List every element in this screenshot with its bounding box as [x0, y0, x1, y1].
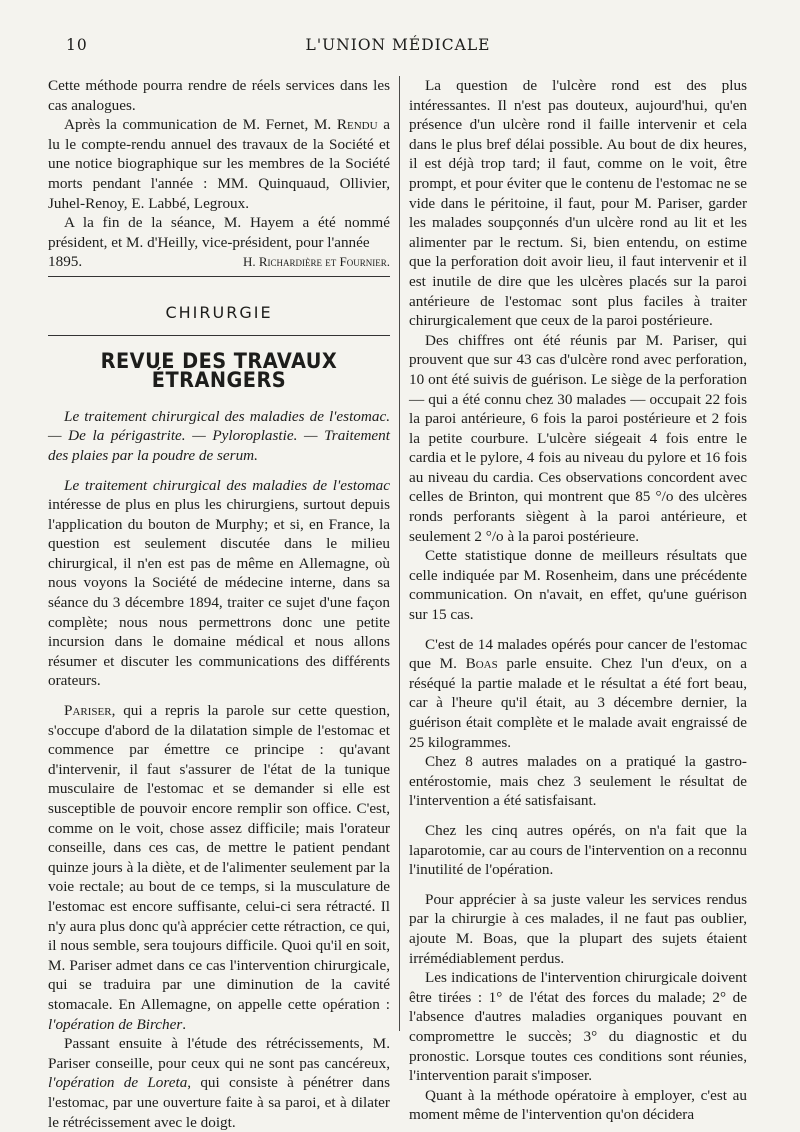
- section-heading: CHIRURGIE: [165, 302, 273, 322]
- paragraph: Chez les cinq autres opérés, on n'a fait que la laparotomie, car au cours de l'intervention on a reconnu l'inutilité de l'opération.: [409, 821, 747, 879]
- year: 1895.: [48, 253, 83, 271]
- paragraph: A la fin de la séance, M. Hayem a été nommé président, et M. d'Heilly, vice-président, pour l'année: [48, 214, 390, 251]
- page-number: 10: [66, 36, 88, 54]
- paragraph: Cette méthode pourra rendre de réels services dans les cas analogues.: [48, 77, 390, 114]
- journal-title: L'UNION MÉDICALE: [305, 36, 491, 54]
- running-header: [48, 36, 748, 58]
- signature: H. Richardière et Fournier.: [242, 254, 390, 270]
- author-name: Rendu: [336, 116, 378, 134]
- paragraph: Pariser, qui a repris la parole sur cette question, s'occupe d'abord de la dilatation simple de l'estomac et commence par émettre ce principe : qu'avant d'intervenir, il faut s'assurer de l'état de la tunique musculaire de l'estomac et se demander si elle est susceptible de pouvoir encore remplir son office. C'est, comme on le voit, chose assez difficile; mais l'orateur conseille, dans ces cas, de mettre le patient pendant quinze jours à la diète, et de l'alimenter seulement par la voie rectale; au bout de ce temps, si la musculature de l'estomac est encore suffisante, celui-ci sera rétracté. Il n'y aura plus donc qu'à apprécier cette rétraction, ce qui, il nous semble, sera toujours difficile. Quoi qu'il en soit, M. Pariser admet dans ce cas l'intervention chirurgicale, qui se traduira par une diminution de la cavité stomacale. En Allemagne, on appelle cette opération : l'opération de Bircher.: [48, 702, 390, 1033]
- right-column: [409, 76, 747, 1125]
- paragraph: Chez 8 autres malades on a pratiqué la gastro-entérostomie, mais chez 3 seulement le résultat de l'intervention a été satisfaisant.: [409, 753, 747, 810]
- paragraph: Le traitement chirurgical des maladies de l'estomac intéresse de plus en plus les chirurgiens, surtout depuis l'application du bouton de Murphy; et si, en France, la question est seulement discutée dans le milieu chirurgical, il n'en est pas de même en Allemagne, où nous voyons la Société de médecine interne, dans sa séance du 3 décembre 1894, traiter ce sujet d'une façon complète; nous nous permettrons donc une petite incursion dans le domaine médical et nous allons résumer et discuter les communications des différents orateurs.: [48, 476, 390, 690]
- article-title: REVUE DES TRAVAUX ÉTRANGERS: [100, 348, 338, 393]
- divider: [48, 335, 390, 336]
- article-subheading: Le traitement chirurgical des maladies de l'estomac. — De la périgastrite. — Pyloroplastie. — Traitement des plaies par la poudre de serum.: [48, 407, 390, 464]
- paragraph: Après la communication de M. Fernet, M. Rendu a lu le compte-rendu annuel des travaux de la Société et une notice biographique sur les membres de la Société morts pendant l'année : MM. Quinquaud, Ollivier, Juhel-Renoy, E. Labbé, Legroux.: [48, 116, 390, 212]
- paragraph: Quant à la méthode opératoire à employer, c'est au moment même de l'intervention qu'on décidera: [409, 1086, 747, 1124]
- paragraph: Les indications de l'intervention chirurgicale doivent être tirées : 1° de l'état des forces du malade; 2° de l'absence d'autres maladies organiques pouvant en compromettre le succès; 3° du diagnostic et du pronostic. Lorsque toutes ces conditions sont réunies, l'intervention parait s'imposer.: [409, 969, 747, 1085]
- paragraph: Passant ensuite à l'étude des rétrécissements, M. Pariser conseille, pour ceux qui ne sont pas cancéreux, l'opération de Loreta, qui consiste à pénétrer dans l'estomac, par une ouverture faite à sa paroi, et à dilater le rétrécissement avec le doigt.: [48, 1035, 390, 1131]
- paragraph: C'est de 14 malades opérés pour cancer de l'estomac que M. Boas parle ensuite. Chez l'un d'eux, on a réséqué la partie malade et le résultat a été fort beau, car à l'heure qu'il était, au 3 décembre dernier, la guérison était complète et le malade avait engraissé de 25 kilogrammes.: [409, 635, 747, 751]
- paragraph: Cette statistique donne de meilleurs résultats que celle indiquée par M. Rosenheim, dans une précédente communication. On n'avait, en effet, qu'une guérison sur 15 cas.: [409, 547, 747, 624]
- paragraph: La question de l'ulcère rond est des plus intéressantes. Il n'est pas douteux, aujourd'hui, qu'en présence d'un ulcère rond il faille intervenir et cela dans le plus bref délai possible. Au bout de dix heures, il est déjà trop tard; il faut, comme on le voit, être prompt, et pour éviter que le contenu de l'estomac ne se vide dans le péritoine, il faut, pour M. Pariser, garder les malades soupçonnés d'un ulcère rond au lit et les alimenter par le rectum. Si, bien entendu, on estime que la perforation doit avoir lieu, il faut intervenir et il est inutile de dire que les ulcères placés sur la paroi antérieure de l'estomac sont plus faciles à traiter chirurgicalement que ceux de la paroi postérieure.: [409, 77, 748, 330]
- column-divider: [399, 76, 400, 1031]
- left-column: [48, 76, 390, 1132]
- author-name: Pariser: [64, 702, 112, 720]
- signature-line: [48, 252, 390, 272]
- divider: [48, 276, 390, 277]
- paragraph: Des chiffres ont été réunis par M. Pariser, qui prouvent que sur 43 cas d'ulcère rond avec perforation, 10 ont été suivis de guérison. Le siège de la perforation — qui a été connu chez 30 malades — occupait 22 fois la paroi antérieure, 6 fois la paroi postérieure et 2 fois la petite courbure. L'ulcère siégeait 4 fois entre le cardia et le pylore, 4 fois au niveau du pylore et 16 fois au niveau du cardia. Ces observations concordent avec celles de Brinton, qui montrent que 85 °/o des ulcères ronds perforants siègent à la paroi antérieure, et seulement 2 °/o à la paroi postérieure.: [409, 331, 747, 545]
- author-name: Boas: [465, 655, 498, 673]
- paragraph: Pour apprécier à sa juste valeur les services rendus par la chirurgie à ces malades, il ne faut pas oublier, ajoute M. Boas, que la plupart des sujets étaient irrémédiablement perdus.: [409, 890, 747, 967]
